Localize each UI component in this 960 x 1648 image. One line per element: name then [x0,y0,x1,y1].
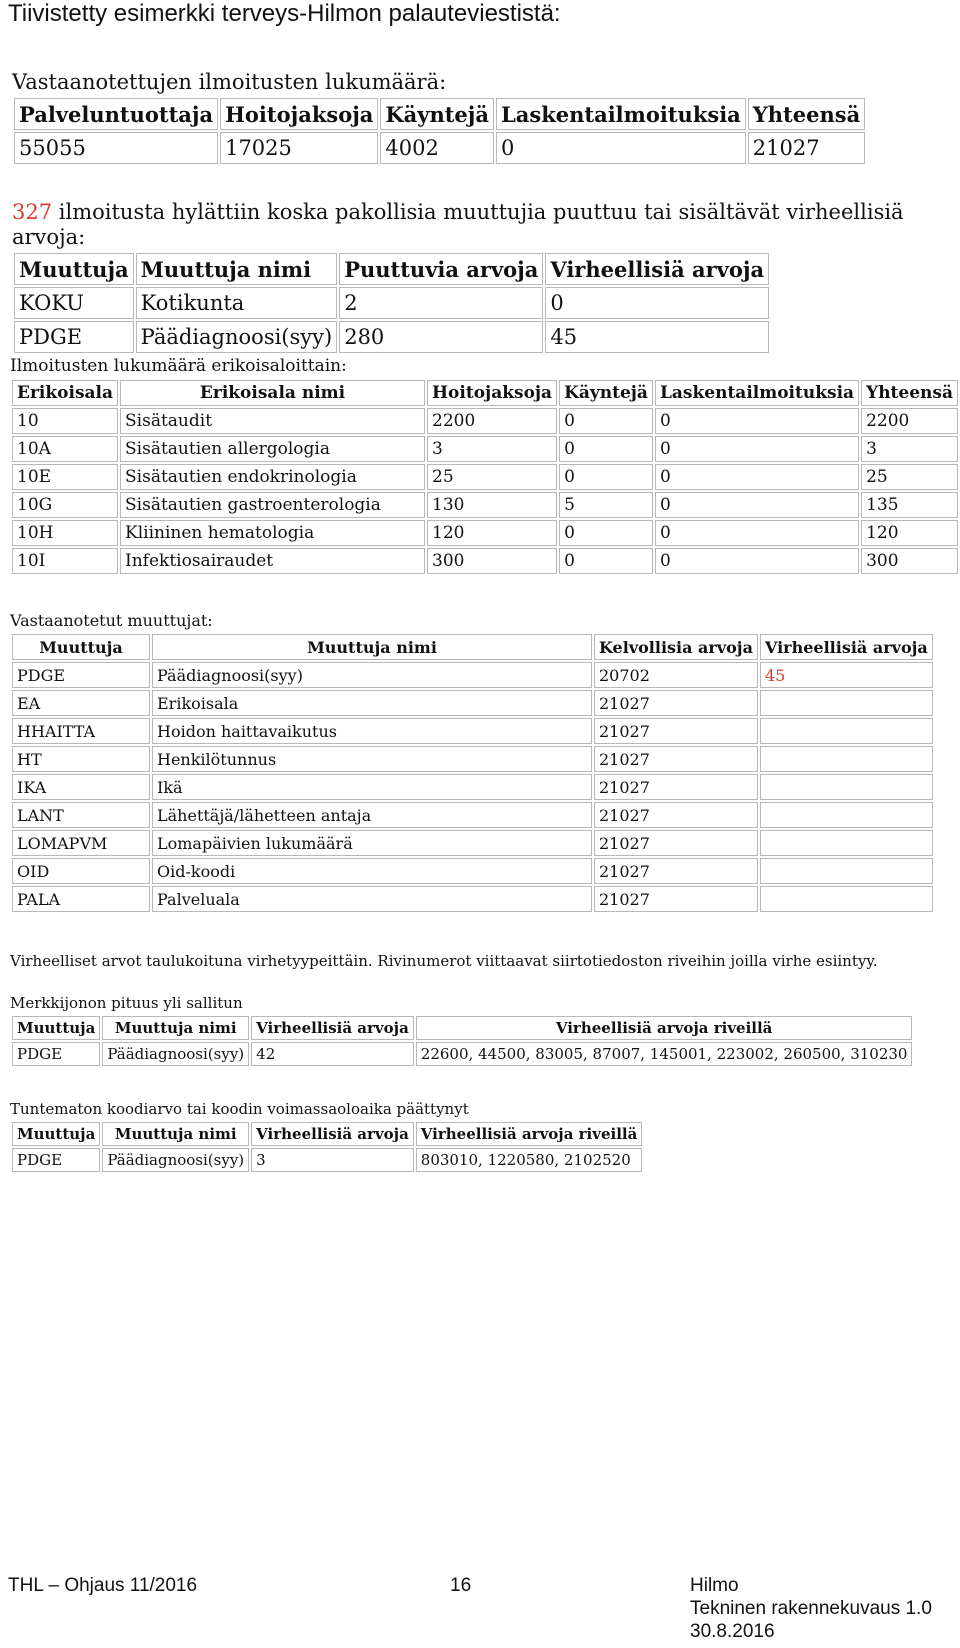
table-cell: 45 [760,662,933,688]
table-cell: 21027 [594,774,758,800]
table-row [12,1042,912,1066]
col-header: Virheellisiä arvoja riveillä [416,1016,913,1040]
table-row [12,520,958,546]
col-header: Muuttuja nimi [102,1122,249,1146]
table-cell: 21027 [594,690,758,716]
col-header: Virheellisiä arvoja [251,1122,414,1146]
table-cell: 0 [559,520,653,546]
table-cell: Päädiagnoosi(syy) [136,321,338,353]
table-row [12,802,933,828]
table-cell: 0 [655,464,859,490]
table-cell: 3 [427,436,557,462]
table-row [12,548,958,574]
table-cell [760,746,933,772]
table-cell: PDGE [12,662,150,688]
page-title: Tiivistetty esimerkki terveys-Hilmon palauteviestistä: [8,0,561,27]
table-cell: Lomapäivien lukumäärä [152,830,592,856]
col-header: Virheellisiä arvoja riveillä [416,1122,643,1146]
footer-doc-name: Tekninen rakennekuvaus 1.0 [690,1598,932,1619]
table-cell: PDGE [12,1148,100,1172]
table-cell: 300 [427,548,557,574]
table-cell: 300 [861,548,958,574]
table-cell: 22600, 44500, 83005, 87007, 145001, 223002, 260500, 310230 [416,1042,913,1066]
table-cell: Päädiagnoosi(syy) [102,1148,249,1172]
table-header-row [12,634,933,660]
table-row [12,436,958,462]
table-cell: 21027 [594,802,758,828]
table-cell: Henkilötunnus [152,746,592,772]
table-cell: 10H [12,520,118,546]
table-cell: Päädiagnoosi(syy) [102,1042,249,1066]
col-header: Muuttuja nimi [102,1016,249,1040]
table-cell: 25 [427,464,557,490]
table-cell: 0 [545,287,769,319]
table-cell: Hoidon haittavaikutus [152,718,592,744]
specialty-section [10,356,960,576]
col-header: Muuttuja nimi [136,253,338,285]
col-header: Laskentailmoituksia [655,380,859,406]
length-errors-table [10,1014,914,1068]
table-cell: 21027 [594,830,758,856]
table-cell: 0 [655,436,859,462]
specialty-label: Ilmoitusten lukumäärä erikoisaloittain: [10,356,347,376]
rejected-count: 327 [12,200,53,224]
col-header: Virheellisiä arvoja [251,1016,414,1040]
table-cell [760,886,933,912]
table-header-row [12,1016,912,1040]
table-cell [760,718,933,744]
table-cell [760,802,933,828]
table-cell: 130 [427,492,557,518]
rejected-table [12,251,771,355]
col-header: Palveluntuottaja [14,98,218,130]
rejected-section [12,200,960,355]
table-cell: 10G [12,492,118,518]
table-cell: 21027 [594,718,758,744]
table-header-row [14,253,769,285]
rejected-label [12,200,960,250]
table-cell: Infektiosairaudet [120,548,425,574]
footer-left: THL – Ohjaus 11/2016 [8,1575,198,1596]
table-cell: 3 [251,1148,414,1172]
table-cell: LOMAPVM [12,830,150,856]
table-row [12,408,958,434]
received-counts-table [12,96,867,166]
table-cell: 10I [12,548,118,574]
code-errors-section [10,1100,644,1174]
table-cell: 20702 [594,662,758,688]
footer-right [690,1574,932,1643]
table-row [12,886,933,912]
col-header: Muuttuja [12,1122,100,1146]
table-cell: Lähettäjä/lähetteen antaja [152,802,592,828]
specialty-table [10,378,960,576]
table-cell: 4002 [380,132,494,164]
col-header: Muuttuja [12,634,150,660]
col-header: Muuttuja nimi [152,634,592,660]
table-row [12,746,933,772]
table-cell: 5 [559,492,653,518]
table-cell: 10E [12,464,118,490]
table-row [12,1148,642,1172]
table-cell: 2200 [861,408,958,434]
table-row [12,464,958,490]
table-cell: OID [12,858,150,884]
table-row [12,718,933,744]
col-header: Kelvollisia arvoja [594,634,758,660]
table-cell: 0 [655,548,859,574]
variables-section [10,611,935,914]
table-cell: 120 [427,520,557,546]
table-cell: 803010, 1220580, 2102520 [416,1148,643,1172]
col-header: Erikoisala nimi [120,380,425,406]
col-header: Erikoisala [12,380,118,406]
col-header: Käyntejä [380,98,494,130]
table-cell: LANT [12,802,150,828]
table-cell [760,774,933,800]
received-counts-label: Vastaanotettujen ilmoitusten lukumäärä: [12,70,447,94]
table-row [12,662,933,688]
table-cell [760,830,933,856]
table-cell: 0 [559,464,653,490]
code-errors-label: Tuntematon koodiarvo tai koodin voimassaoloaika päättynyt [10,1100,469,1118]
table-header-row [12,380,958,406]
table-cell: EA [12,690,150,716]
table-cell: 25 [861,464,958,490]
length-errors-section [10,994,914,1068]
table-cell: 17025 [220,132,378,164]
table-row [12,830,933,856]
table-cell: Sisätautien gastroenterologia [120,492,425,518]
col-header: Puuttuvia arvoja [339,253,543,285]
table-cell: Kotikunta [136,287,338,319]
table-cell: 42 [251,1042,414,1066]
col-header: Laskentailmoituksia [496,98,746,130]
table-cell: Ikä [152,774,592,800]
table-cell: 0 [655,520,859,546]
col-header: Hoitojaksoja [427,380,557,406]
table-cell: 135 [861,492,958,518]
table-row [12,774,933,800]
table-cell: PDGE [12,1042,100,1066]
table-cell: HHAITTA [12,718,150,744]
table-cell: PDGE [14,321,134,353]
table-cell: 280 [339,321,543,353]
variables-label: Vastaanotetut muuttujat: [10,611,213,630]
table-cell: 0 [559,408,653,434]
table-cell: Kliininen hematologia [120,520,425,546]
footer-app-name: Hilmo [690,1575,739,1596]
table-cell: 0 [655,408,859,434]
table-cell: 0 [655,492,859,518]
error-note: Virheelliset arvot taulukoituna virhetyypeittäin. Rivinumerot viittaavat siirtotiedoston riveihin joilla virhe esiintyy. [10,952,878,970]
table-cell: IKA [12,774,150,800]
table-cell: 2200 [427,408,557,434]
col-header: Virheellisiä arvoja [760,634,933,660]
table-cell: 21027 [594,858,758,884]
rejected-text: ilmoitusta hylättiin koska pakollisia muuttujia puuttuu tai sisältävät virheellisiä arvoja: [12,200,904,250]
table-cell: Sisätautien endokrinologia [120,464,425,490]
table-cell: HT [12,746,150,772]
table-cell: 0 [559,548,653,574]
table-cell: Erikoisala [152,690,592,716]
table-row [12,690,933,716]
table-cell: 10 [12,408,118,434]
table-header-row [14,98,865,130]
table-cell [760,690,933,716]
table-cell: 2 [339,287,543,319]
table-header-row [12,1122,642,1146]
table-row [14,287,769,319]
variables-table [10,632,935,914]
table-cell: PALA [12,886,150,912]
table-cell: 3 [861,436,958,462]
col-header: Hoitojaksoja [220,98,378,130]
table-cell: 10A [12,436,118,462]
table-cell: 0 [559,436,653,462]
table-cell: Sisätautien allergologia [120,436,425,462]
table-row [12,492,958,518]
table-row [14,132,865,164]
table-row [14,321,769,353]
footer-date: 30.8.2016 [690,1621,775,1642]
table-row [12,858,933,884]
table-cell: 21027 [594,746,758,772]
page-number: 16 [450,1575,472,1596]
table-cell: Päädiagnoosi(syy) [152,662,592,688]
table-cell: 45 [545,321,769,353]
col-header: Muuttuja [14,253,134,285]
table-cell: 21027 [748,132,865,164]
code-errors-table [10,1120,644,1174]
table-cell: 0 [496,132,746,164]
table-cell: Sisätaudit [120,408,425,434]
length-errors-label: Merkkijonon pituus yli sallitun [10,994,243,1012]
table-cell: Oid-koodi [152,858,592,884]
table-cell: Palveluala [152,886,592,912]
col-header: Yhteensä [748,98,865,130]
table-cell: 120 [861,520,958,546]
col-header: Virheellisiä arvoja [545,253,769,285]
col-header: Muuttuja [12,1016,100,1040]
col-header: Yhteensä [861,380,958,406]
col-header: Käyntejä [559,380,653,406]
received-counts-section [12,70,867,166]
table-cell: 55055 [14,132,218,164]
table-cell [760,858,933,884]
table-cell: KOKU [14,287,134,319]
table-cell: 21027 [594,886,758,912]
